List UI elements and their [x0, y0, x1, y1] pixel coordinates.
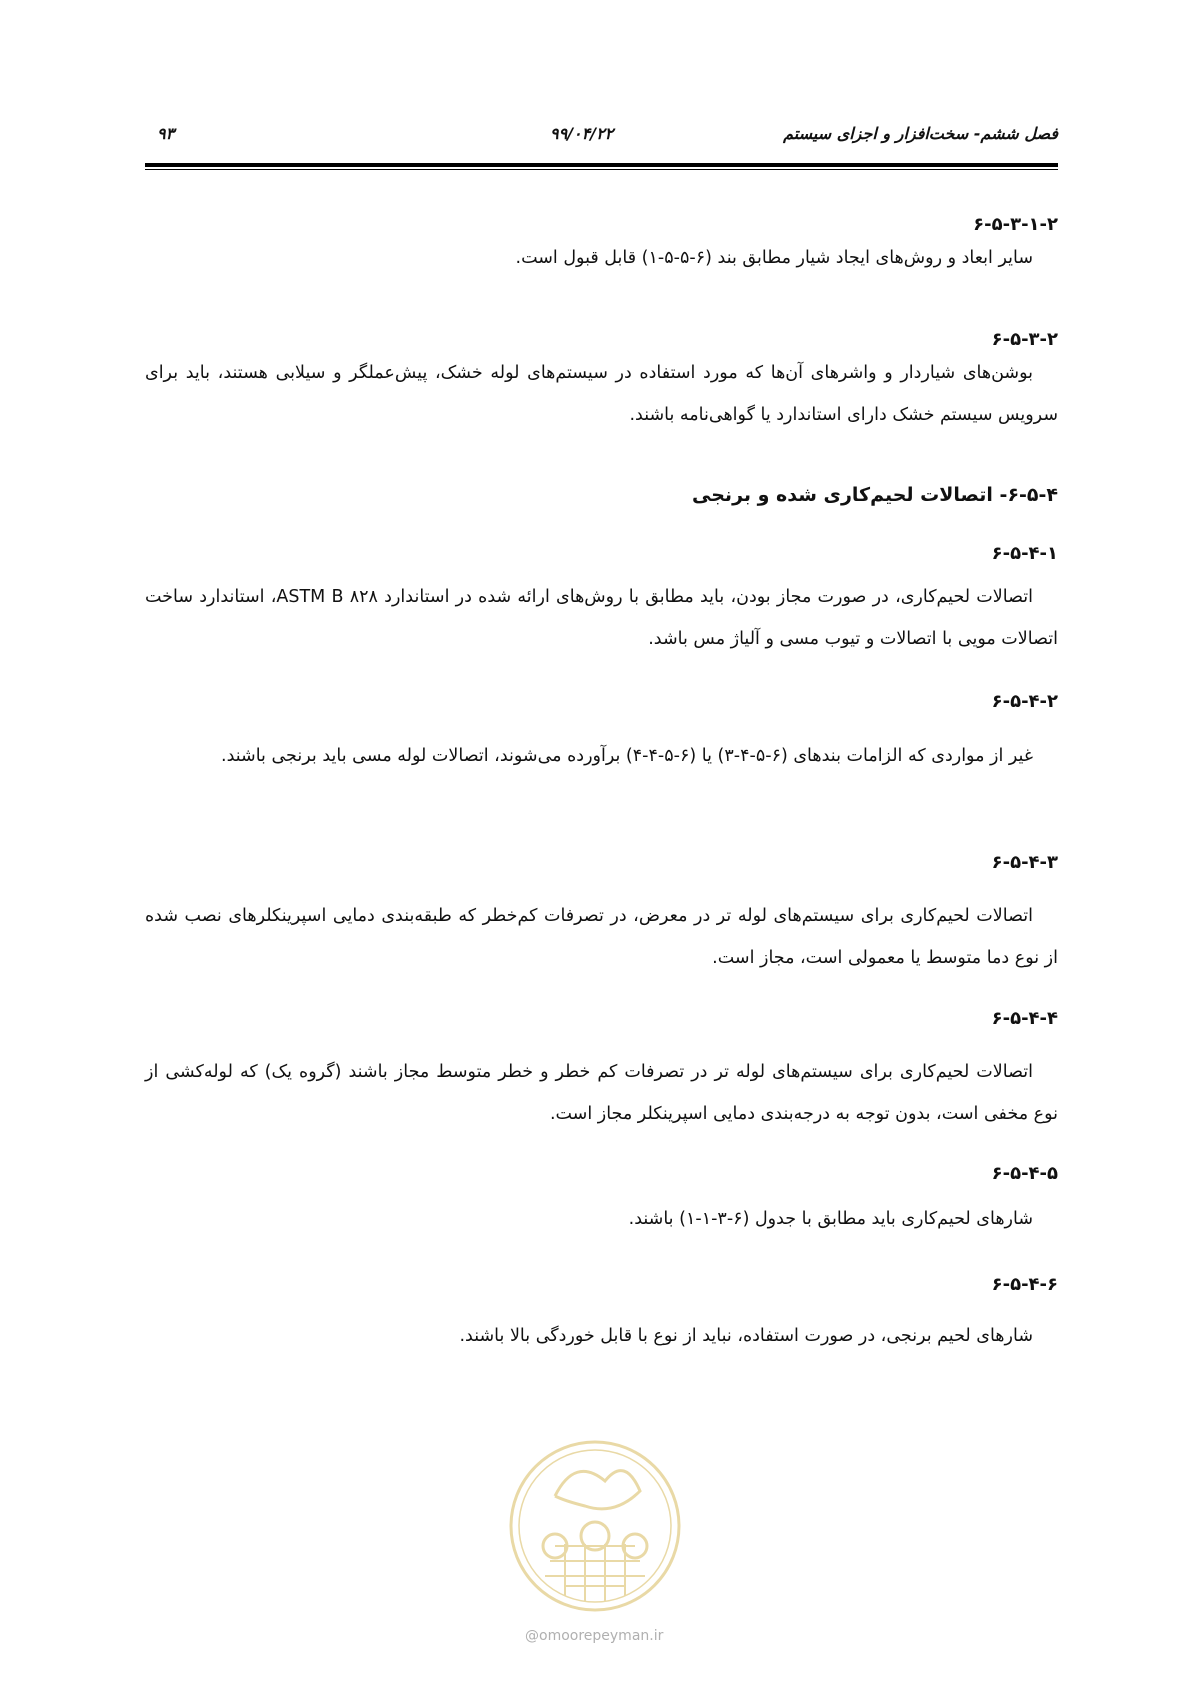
clause-number: ۶-۵-۳-۲ [991, 329, 1058, 350]
clause-text: شارهای لحیم‌کاری باید مطابق با جدول (۶-۳-۱-۱) باشند. [628, 1209, 1033, 1229]
header-rule-thin [145, 169, 1058, 170]
clause-text: اتصالات لحیم‌کاری برای سیستم‌های لوله تر در تصرفات کم خطر و خطر متوسط مجاز باشند (گروه یک) که لوله‌کشی از نوع مخفی است، بدون توجه به درجه‌بندی دمایی اسپرینکلر مجاز است. [145, 1062, 1058, 1124]
header-rule-thick [145, 163, 1058, 167]
clause-number: ۶-۵-۴-۳ [991, 852, 1058, 873]
clause-text: بوشن‌های شیاردار و واشرهای آن‌ها که مورد استفاده در سیستم‌های لوله خشک، پیش‌عملگر و سیلابی هستند، باید برای سرویس سیستم خشک دارای استاندارد یا گواهی‌نامه باشند. [145, 363, 1058, 425]
omoore-peyman-seal-icon [505, 1436, 685, 1616]
clause-text: شارهای لحیم برنجی، در صورت استفاده، نباید از نوع با قابل خوردگی بالا باشند. [459, 1326, 1033, 1346]
clause-number: ۶-۵-۴-۶ [991, 1274, 1058, 1295]
chapter-title: فصل ششم- سخت‌افزار و اجزای سیستم [783, 124, 1058, 143]
clause-text: غیر از مواردی که الزامات بندهای (۶-۵-۴-۳) یا (۶-۵-۴-۴) برآورده می‌شوند، اتصالات لوله مسی باید برنجی باشند. [221, 746, 1033, 766]
clause-number: ۶-۵-۴-۲ [991, 691, 1058, 712]
watermark-url: @omoorepeyman.ir [525, 1628, 664, 1644]
clause-text: اتصالات لحیم‌کاری برای سیستم‌های لوله تر در معرض، در تصرفات کم‌خطر که طبقه‌بندی دمایی اسپرینکلرهای نصب شده از نوع دما متوسط یا معمولی است، مجاز است. [145, 906, 1058, 968]
clause-number: ۶-۵-۴-۵ [991, 1163, 1058, 1184]
page-header [145, 124, 1058, 154]
clause-text: سایر ابعاد و روش‌های ایجاد شیار مطابق بند (۶-۵-۵-۱) قابل قبول است. [515, 248, 1033, 268]
page-number: ۹۳ [157, 124, 175, 143]
clause-number: ۶-۵-۳-۱-۲ [973, 214, 1058, 235]
section-heading: ۶-۵-۴- اتصالات لحیم‌کاری شده و برنجی [692, 484, 1058, 506]
clause-text: اتصالات لحیم‌کاری، در صورت مجاز بودن، باید مطابق با روش‌های ارائه شده در استاندارد ASTM B ۸۲۸، استاندارد ساخت اتصالات مویی با اتصالات و تیوب مسی و آلیاژ مس باشد. [145, 587, 1058, 649]
clause-number: ۶-۵-۴-۴ [991, 1008, 1058, 1029]
header-date: ۹۹/۰۴/۲۲ [550, 124, 614, 143]
clause-number: ۶-۵-۴-۱ [991, 543, 1058, 564]
